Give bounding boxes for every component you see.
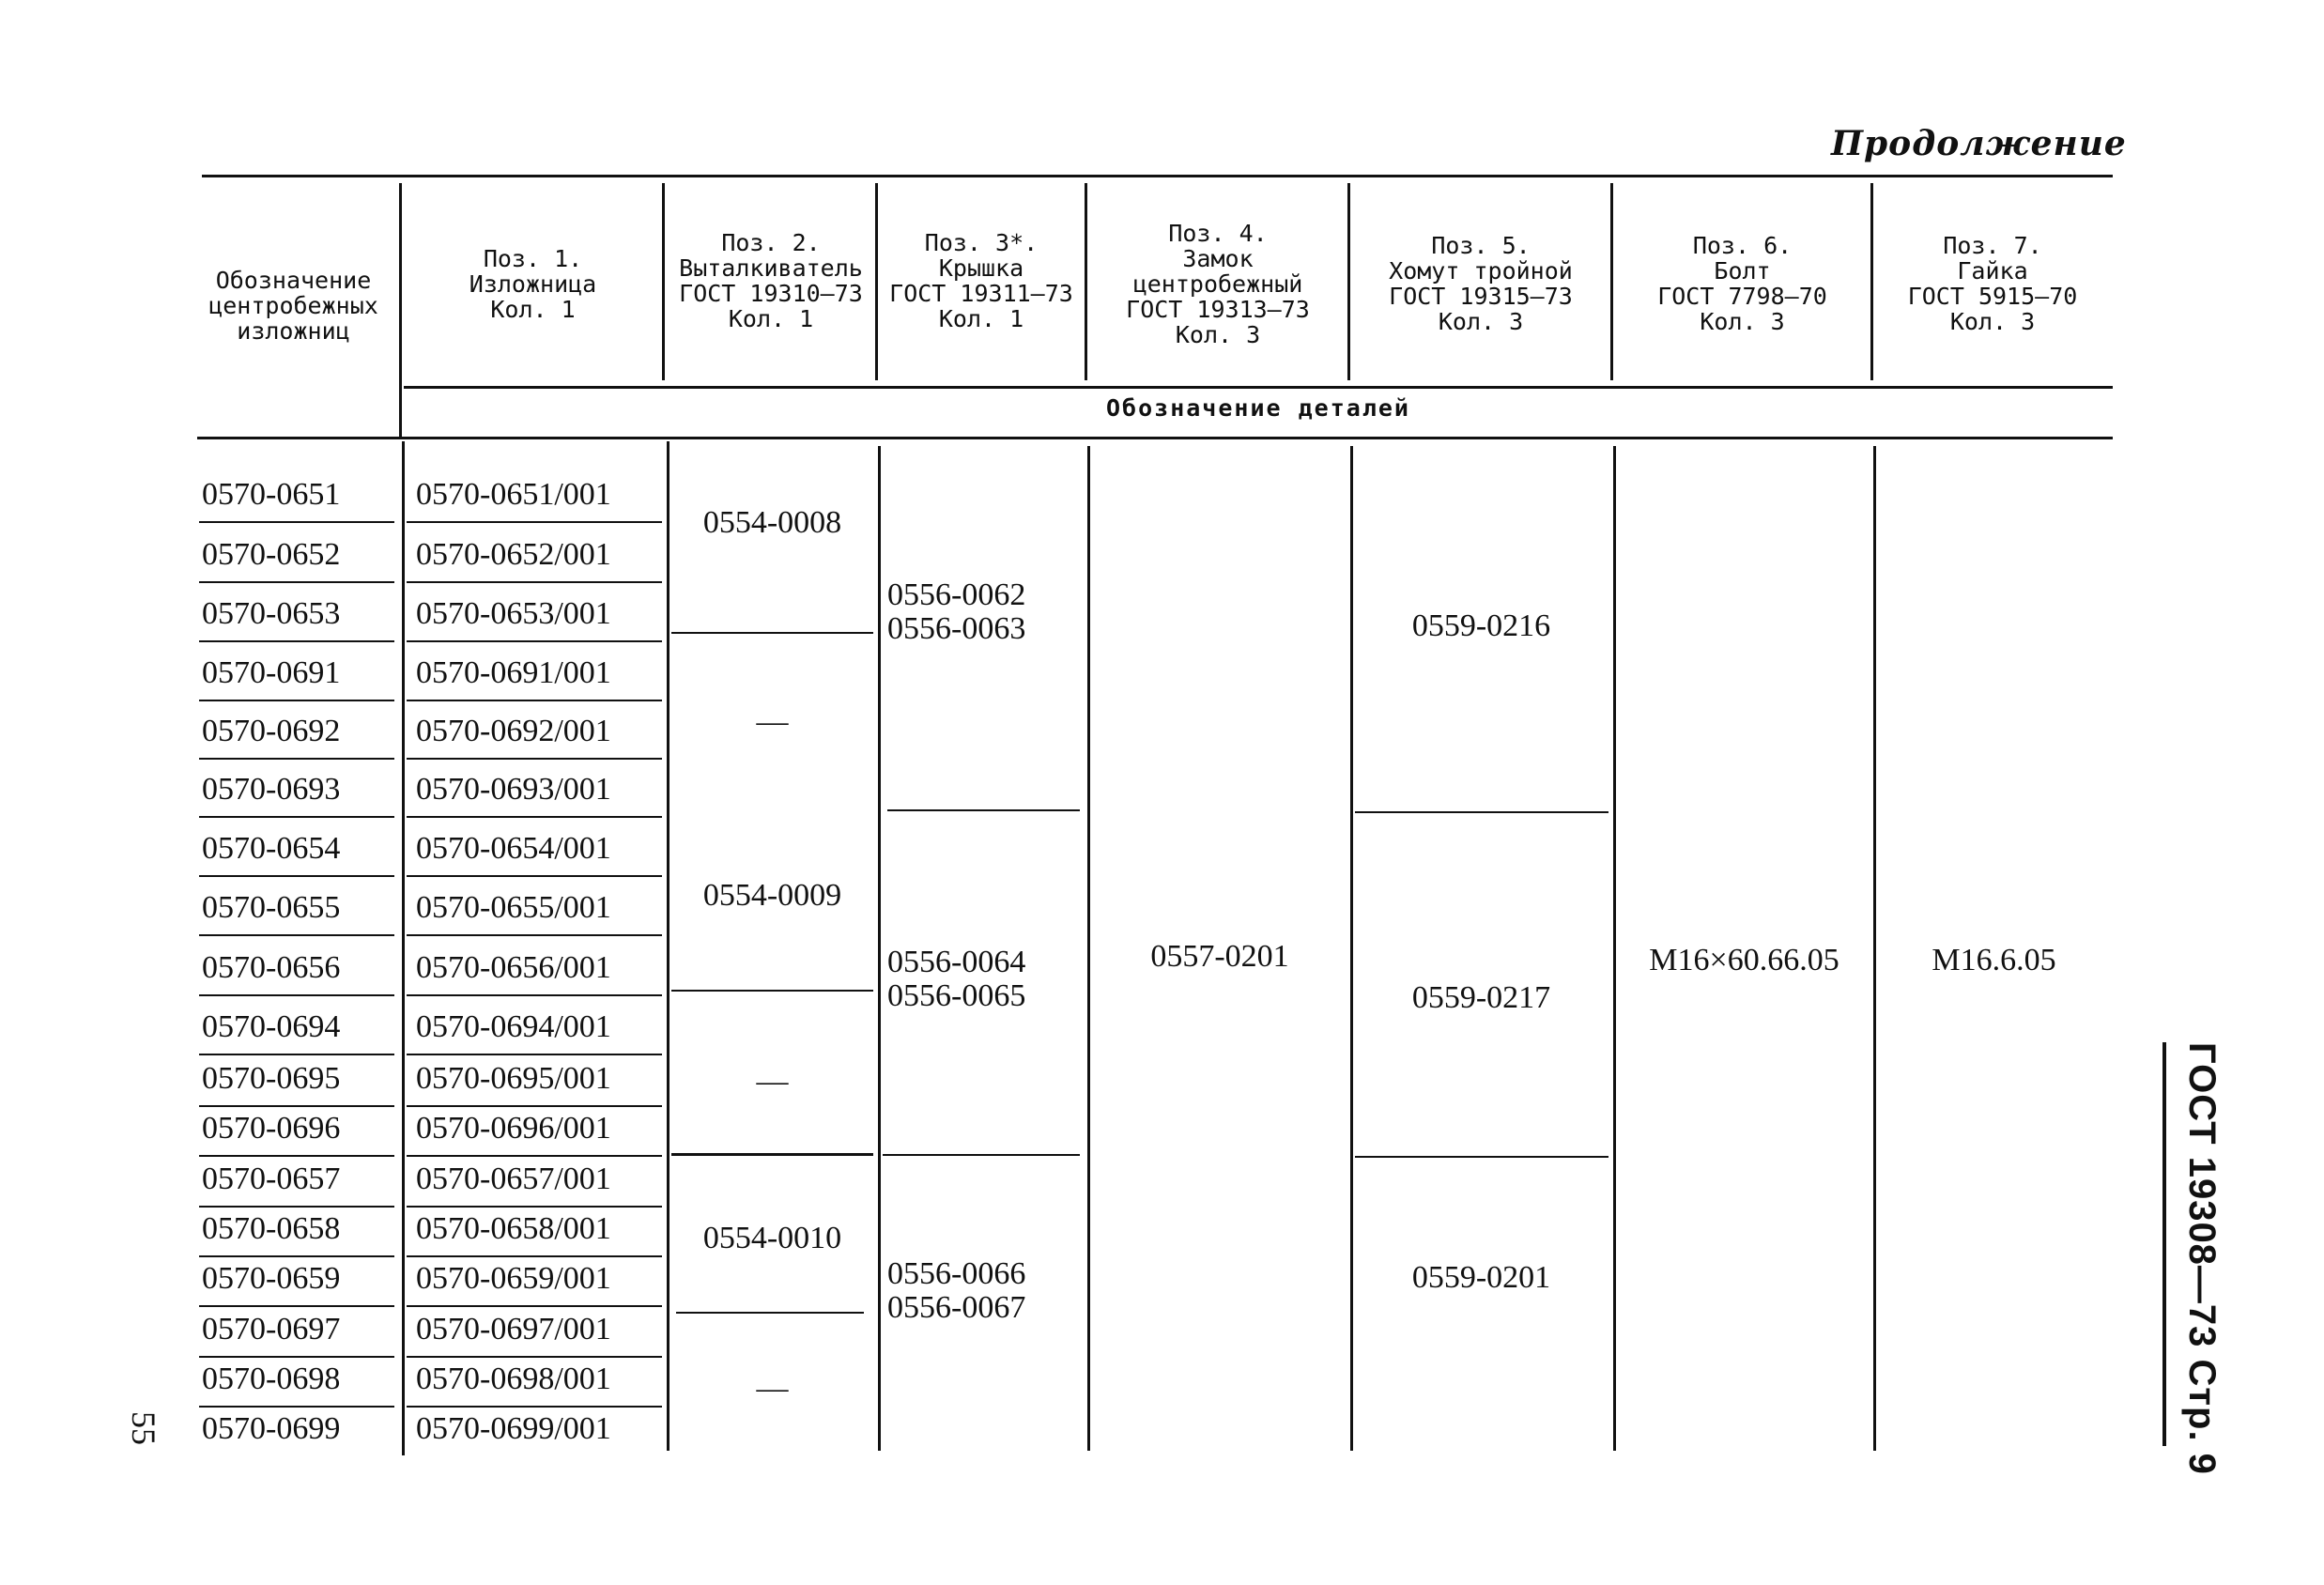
- row-code-underline: [199, 934, 394, 936]
- page-number: 55: [125, 1411, 162, 1445]
- row-part-underline: [407, 816, 662, 818]
- pos2-cell-1: 0554-0008: [702, 505, 842, 540]
- header-col-1: Поз. 1. Изложница Кол. 1: [469, 245, 597, 323]
- row-code-underline: [199, 521, 394, 523]
- row-code: 0570-0659: [202, 1261, 341, 1296]
- pos3-cell-1: 0556-0062 0556-0063: [887, 577, 1026, 646]
- header-col-7: Поз. 7. Гайка ГОСТ 5915—70 Кол. 3: [1907, 232, 2078, 335]
- row-code-underline: [199, 1255, 394, 1257]
- body-divider-1: [402, 441, 405, 1455]
- row-code: 0570-0656: [202, 950, 341, 985]
- row-code-underline: [199, 758, 394, 760]
- row-part-underline: [407, 1054, 662, 1055]
- row-part: 0570-0693/001: [416, 772, 611, 807]
- row-part-underline: [407, 875, 662, 877]
- pos2-divider-2: [671, 990, 873, 992]
- row-code: 0570-0652: [202, 537, 341, 572]
- row-code-underline: [199, 875, 394, 877]
- pos5-cell-1: 0559-0216: [1411, 608, 1551, 643]
- pos7-cell: M16.6.05: [1932, 943, 2056, 977]
- pos4-cell: 0557-0201: [1150, 939, 1289, 974]
- row-part: 0570-0695/001: [416, 1061, 611, 1096]
- pos3-divider-2: [883, 1154, 1080, 1156]
- row-code: 0570-0692: [202, 714, 341, 748]
- row-part-underline: [407, 521, 662, 523]
- pos2-cell-6: —: [756, 1371, 789, 1406]
- pos5-cell-3: 0559-0201: [1411, 1260, 1551, 1295]
- pos3-cell-2: 0556-0064 0556-0065: [887, 945, 1026, 1013]
- row-part: 0570-0698/001: [416, 1362, 611, 1396]
- row-part: 0570-0654/001: [416, 831, 611, 866]
- row-part-underline: [407, 581, 662, 583]
- row-part: 0570-0699/001: [416, 1411, 611, 1446]
- row-code: 0570-0658: [202, 1211, 341, 1246]
- row-part-underline: [407, 934, 662, 936]
- pos3-divider-1: [887, 809, 1080, 811]
- row-part: 0570-0657/001: [416, 1162, 611, 1196]
- pos5-cell-2: 0559-0217: [1411, 980, 1551, 1015]
- row-code-underline: [199, 816, 394, 818]
- row-code: 0570-0695: [202, 1061, 341, 1096]
- row-code: 0570-0696: [202, 1111, 341, 1146]
- row-code: 0570-0694: [202, 1009, 341, 1044]
- pos2-divider-3: [671, 1153, 873, 1156]
- header-col-4: Поз. 4. Замок центробежный ГОСТ 19313—73 Кол. 3: [1126, 220, 1310, 348]
- table-top-border: [202, 175, 2113, 177]
- header-col-6: Поз. 6. Болт ГОСТ 7798—70 Кол. 3: [1657, 232, 1827, 335]
- pos5-divider-1: [1355, 811, 1608, 813]
- row-code-underline: [199, 700, 394, 701]
- row-part-underline: [407, 1356, 662, 1358]
- row-part: 0570-0658/001: [416, 1211, 611, 1246]
- pos2-cell-3: 0554-0009: [702, 878, 842, 913]
- row-code: 0570-0651: [202, 477, 341, 512]
- row-code-underline: [199, 581, 394, 583]
- row-part-underline: [407, 640, 662, 642]
- pos2-cell-2: —: [756, 704, 789, 739]
- row-part-underline: [407, 1206, 662, 1208]
- row-part-underline: [407, 758, 662, 760]
- pos3-cell-3: 0556-0066 0556-0067: [887, 1256, 1026, 1325]
- side-caption-rule: [2162, 1042, 2166, 1446]
- row-part-underline: [407, 1406, 662, 1408]
- pos2-cell-5: 0554-0010: [702, 1221, 842, 1255]
- body-divider-3: [878, 446, 881, 1451]
- row-code: 0570-0698: [202, 1362, 341, 1396]
- row-code-underline: [199, 1406, 394, 1408]
- row-part: 0570-0652/001: [416, 537, 611, 572]
- row-part-underline: [407, 1155, 662, 1157]
- row-part: 0570-0651/001: [416, 477, 611, 512]
- pos6-cell: M16×60.66.05: [1649, 943, 1839, 977]
- header-bottom-border: [197, 437, 2113, 439]
- row-part: 0570-0692/001: [416, 714, 611, 748]
- row-code: 0570-0691: [202, 655, 341, 690]
- row-part: 0570-0696/001: [416, 1111, 611, 1146]
- row-part: 0570-0655/001: [416, 890, 611, 925]
- body-divider-5: [1350, 446, 1353, 1451]
- row-code: 0570-0654: [202, 831, 341, 866]
- subheader-part-designation: Обозначение деталей: [1106, 394, 1410, 422]
- row-part: 0570-0691/001: [416, 655, 611, 690]
- row-part-underline: [407, 994, 662, 996]
- header-col-5: Поз. 5. Хомут тройной ГОСТ 19315—73 Кол. 3: [1389, 232, 1573, 335]
- header-col-3: Поз. 3*. Крышка ГОСТ 19311—73 Кол. 1: [889, 229, 1073, 332]
- row-code: 0570-0697: [202, 1312, 341, 1346]
- subheader-top-border: [404, 386, 2113, 389]
- row-code-underline: [199, 1206, 394, 1208]
- pos2-divider-4: [676, 1312, 864, 1314]
- row-code-underline: [199, 640, 394, 642]
- row-part: 0570-0653/001: [416, 596, 611, 631]
- row-code: 0570-0657: [202, 1162, 341, 1196]
- row-part: 0570-0694/001: [416, 1009, 611, 1044]
- row-part-underline: [407, 1255, 662, 1257]
- pos5-divider-2: [1355, 1156, 1608, 1158]
- row-part: 0570-0697/001: [416, 1312, 611, 1346]
- row-part-underline: [407, 700, 662, 701]
- body-divider-2: [667, 441, 669, 1451]
- row-code: 0570-0655: [202, 890, 341, 925]
- row-code-underline: [199, 1155, 394, 1157]
- row-code-underline: [199, 1305, 394, 1307]
- row-code: 0570-0693: [202, 772, 341, 807]
- row-code-underline: [199, 994, 394, 996]
- row-part-underline: [407, 1305, 662, 1307]
- pos2-cell-4: —: [756, 1064, 789, 1099]
- pos2-divider-1: [671, 632, 873, 634]
- row-code-underline: [199, 1105, 394, 1107]
- header-col-0: Обозначение центробежных изложниц: [208, 267, 378, 345]
- row-part: 0570-0656/001: [416, 950, 611, 985]
- row-code-underline: [199, 1356, 394, 1358]
- continuation-label: Продолжение: [1831, 124, 2127, 163]
- side-caption: ГОСТ 19308—73 Стр. 9: [2181, 1042, 2223, 1475]
- header-col-2: Поз. 2. Выталкиватель ГОСТ 19310—73 Кол. 1: [679, 229, 863, 332]
- col-divider-1: [399, 183, 402, 437]
- row-part-underline: [407, 1105, 662, 1107]
- row-code: 0570-0653: [202, 596, 341, 631]
- row-code: 0570-0699: [202, 1411, 341, 1446]
- row-code-underline: [199, 1054, 394, 1055]
- row-part: 0570-0659/001: [416, 1261, 611, 1296]
